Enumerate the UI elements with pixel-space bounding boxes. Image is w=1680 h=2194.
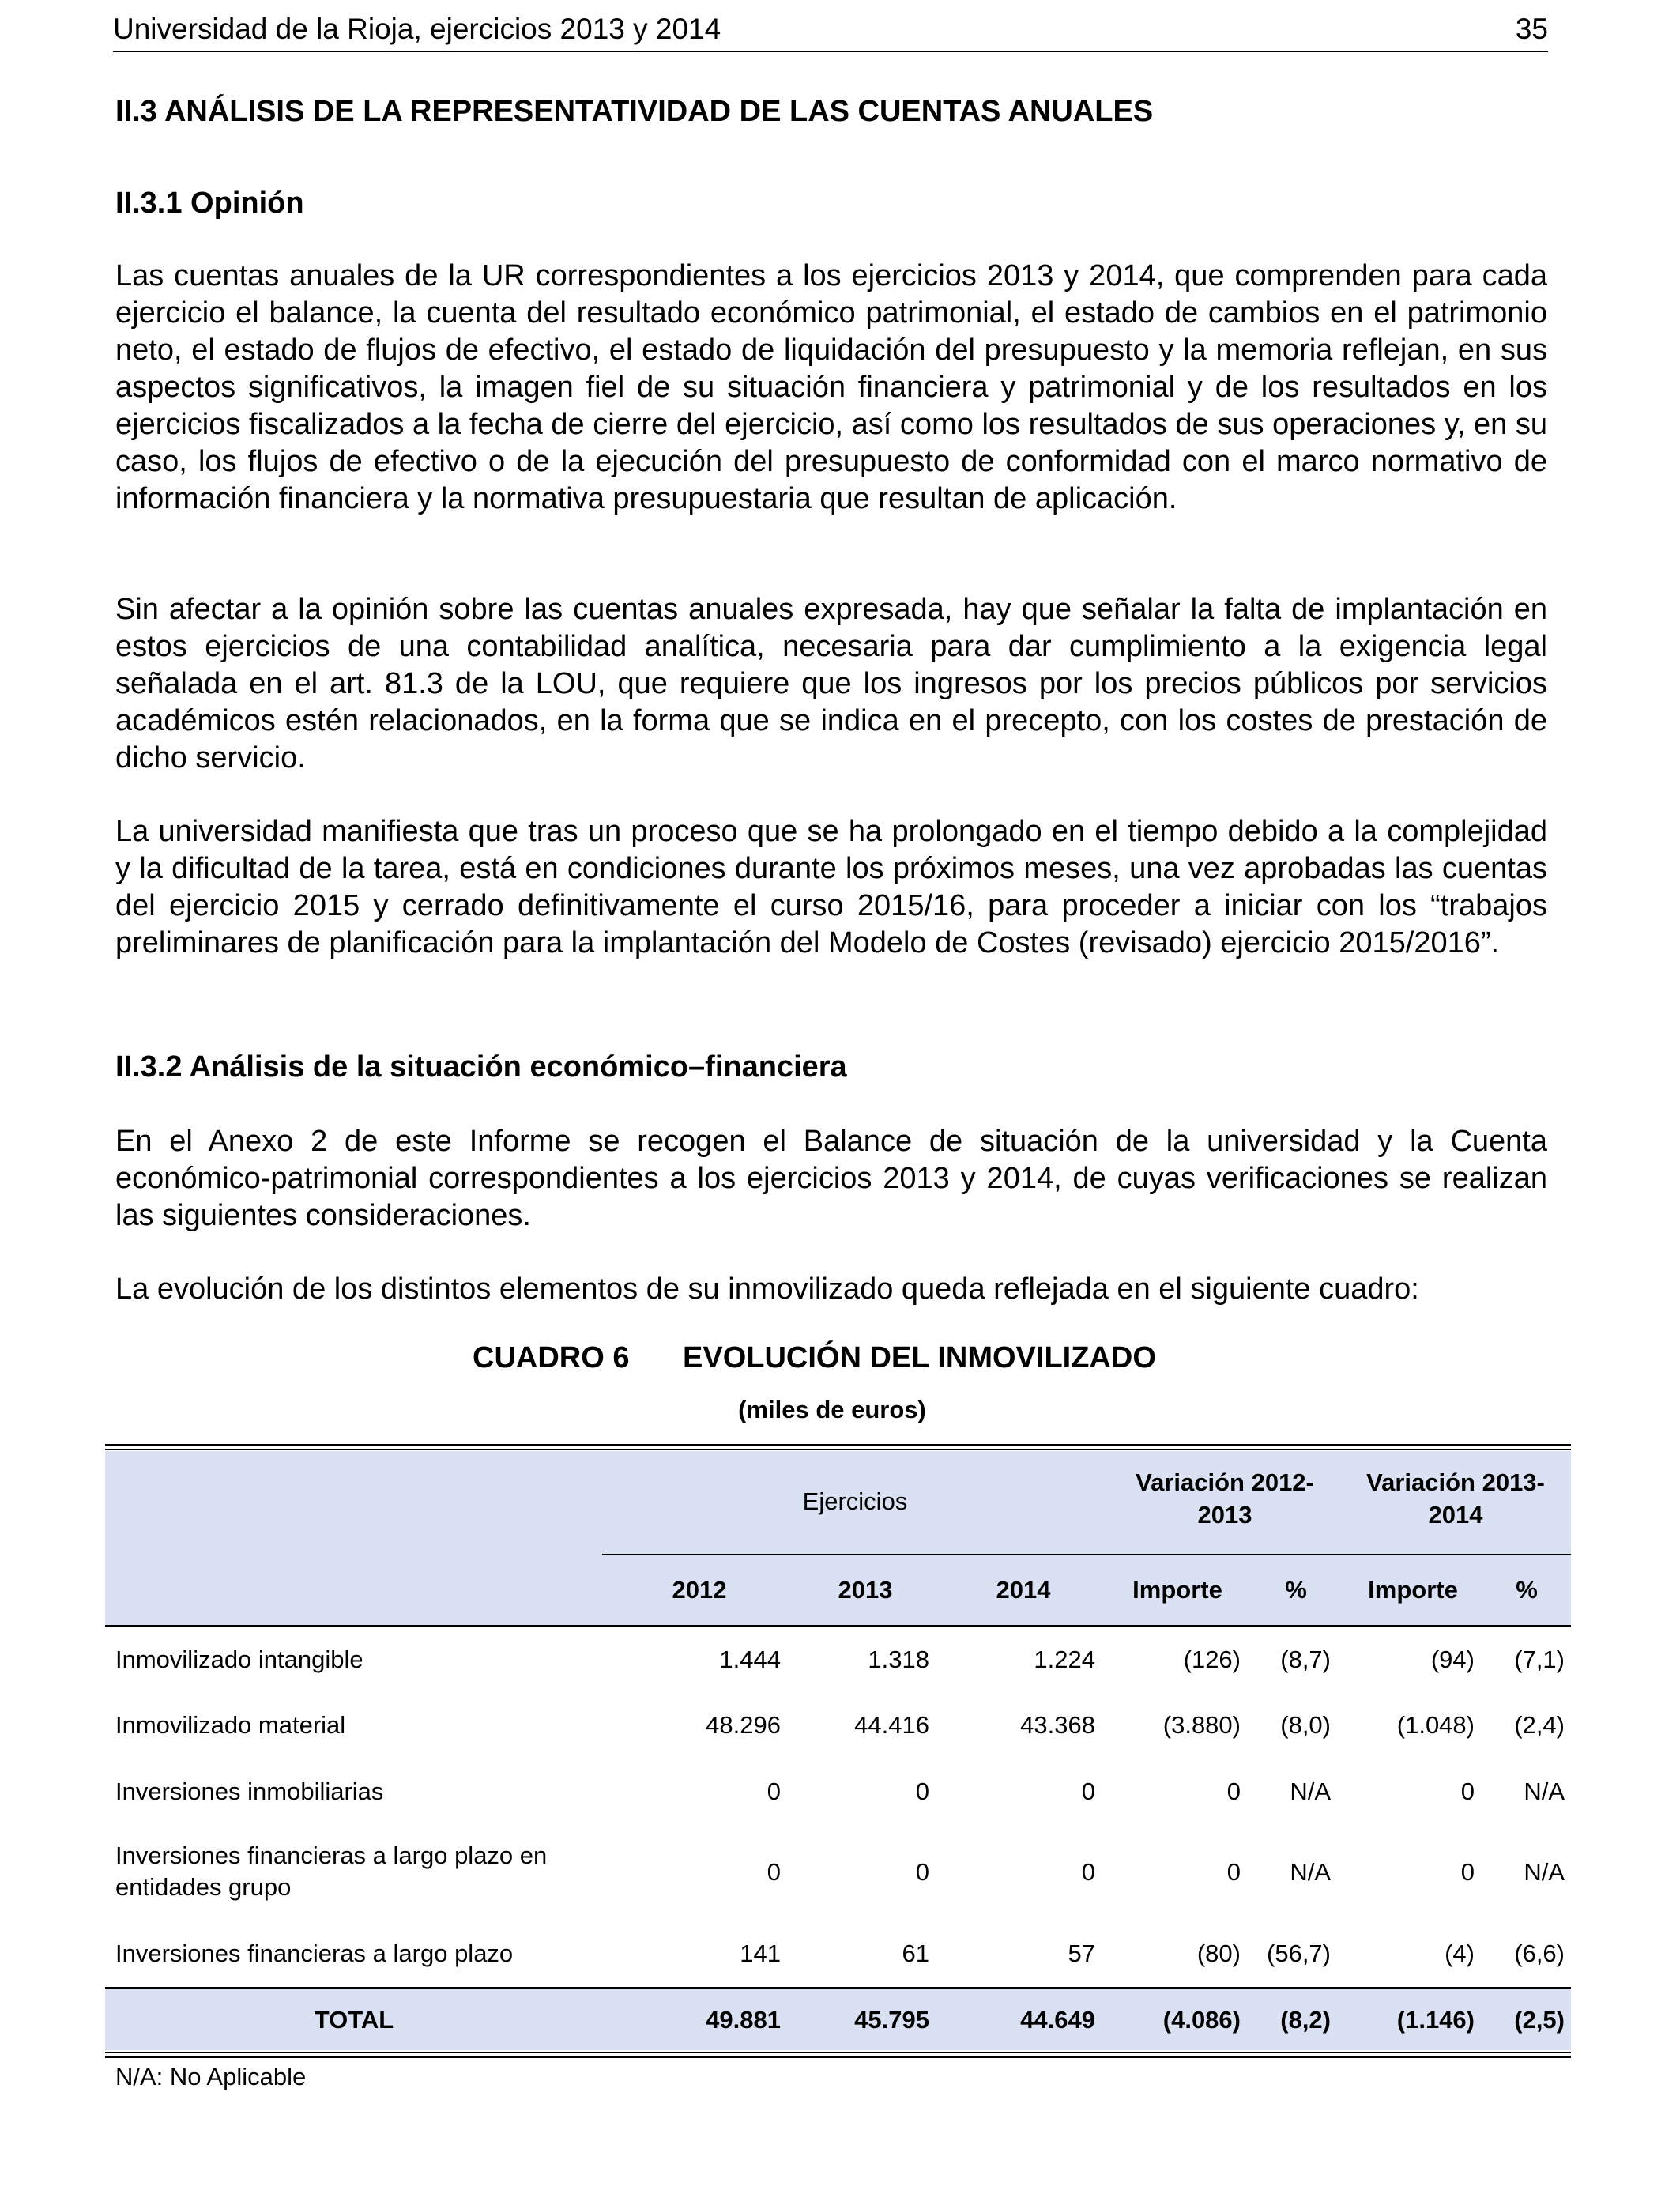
header-variacion-2012-2013-line2: 2013 (1197, 1501, 1252, 1529)
running-header (113, 8, 1548, 52)
cell-var1-importe: (126) (1183, 1646, 1241, 1673)
cell-2014: 1.224 (1034, 1646, 1095, 1673)
cell-var2-importe: (4) (1445, 1940, 1475, 1967)
table-total-top-rule (105, 1987, 1571, 1989)
cell-var2-pct: N/A (1524, 1858, 1565, 1886)
col-header-2012: 2012 (672, 1576, 727, 1604)
page-number: 35 (1515, 13, 1548, 45)
cell-var1-pct: N/A (1290, 1858, 1331, 1886)
cell-2013: 0 (915, 1777, 929, 1805)
cell-var1-importe: 0 (1226, 1777, 1241, 1805)
total-label: TOTAL (314, 2006, 394, 2034)
table-header-divider (602, 1554, 1571, 1555)
table-header-bottom-rule (105, 1625, 1571, 1627)
cell-var1-pct: (8,7) (1280, 1646, 1331, 1673)
total-var1-importe: (4.086) (1162, 2006, 1241, 2034)
header-variacion-2013-2014-line1: Variación 2013- (1366, 1468, 1545, 1496)
cell-var1-importe: (80) (1196, 1940, 1241, 1967)
cell-var2-pct: (2,4) (1514, 1711, 1565, 1739)
cell-2014: 43.368 (1020, 1711, 1095, 1739)
paragraph-analysis-2: La evolución de los distintos elementos de su inmovilizado queda reflejada en el siguiente cuadro: (115, 1272, 1419, 1306)
col-header-importe-1: Importe (1132, 1576, 1222, 1604)
cell-2014: 0 (1081, 1858, 1095, 1886)
col-header-importe-2: Importe (1368, 1576, 1458, 1604)
table-caption-title: EVOLUCIÓN DEL INMOVILIZADO (683, 1341, 1156, 1374)
row-label-continued: entidades grupo (115, 1873, 292, 1901)
cell-2012: 141 (740, 1940, 781, 1967)
cell-var2-importe: 0 (1460, 1858, 1475, 1886)
cell-2013: 0 (915, 1858, 929, 1886)
subsection-heading-analysis: II.3.2 Análisis de la situación económico–financiera (115, 1050, 847, 1084)
total-2012: 49.881 (706, 2006, 781, 2034)
table-top-rule (105, 1444, 1571, 1450)
col-header-2013: 2013 (838, 1576, 893, 1604)
paragraph-opinion-1: Las cuentas anuales de la UR correspondientes a los ejercicios 2013 y 2014, que comprenden para cada ejercicio el balance, la cuenta del resultado económico patrimonial, el estado de cambios en el patrimonio neto, el estado de flujos de efectivo, el estado de liquidación del presupuesto y la memoria reflejan, en sus aspectos significativos, la imagen fiel de su situación financiera y patrimonial y de los resultados en los ejercicios fiscalizados a la fecha de cierre del ejercicio, así como los resultados de sus operaciones y, en su caso, los flujos de efectivo o de la ejecución del presupuesto de conformidad con el marco normativo de información financiera y la normativa presupuestaria que resultan de aplicación. (115, 259, 1547, 515)
table-footnote: N/A: No Aplicable (115, 2063, 307, 2090)
row-label: Inversiones financieras a largo plazo en (115, 1842, 548, 1869)
cell-var2-importe: (94) (1430, 1646, 1475, 1673)
cell-var2-pct: (7,1) (1514, 1646, 1565, 1673)
row-label: Inversiones inmobiliarias (115, 1777, 384, 1805)
cell-2014: 57 (1068, 1940, 1095, 1967)
paragraph-opinion-2: Sin afectar a la opinión sobre las cuentas anuales expresada, hay que señalar la falta de implantación en estos ejercicios de una contabilidad analítica, necesaria para dar cumplimiento a la exigencia legal señalada en el art. 81.3 de la LOU, que requiere que los ingresos por los precios públicos por servicios académicos estén relacionados, en la forma que se indica en el precepto, con los costes de prestación de dicho servicio. (115, 593, 1547, 775)
table-bottom-rule (105, 2052, 1571, 2058)
paragraph-opinion-3: La universidad manifiesta que tras un proceso que se ha prolongado en el tiempo debido a la complejidad y la dificultad de la tarea, está en condiciones durante los próximos meses, una vez aprobadas las cuentas del ejercicio 2015 y cerrado definitivamente el curso 2015/16, para proceder a iniciar con los “trabajos preliminares de planificación para la implantación del Modelo de Costes (revisado) ejercicio 2015/2016”. (115, 815, 1547, 959)
total-2013: 45.795 (854, 2006, 929, 2034)
cell-var1-pct: N/A (1290, 1777, 1331, 1805)
cell-2012: 1.444 (719, 1646, 781, 1673)
cell-2012: 0 (767, 1777, 781, 1805)
cell-2014: 0 (1081, 1777, 1095, 1805)
row-label: Inversiones financieras a largo plazo (115, 1940, 514, 1967)
table-caption-number: CUADRO 6 (473, 1341, 630, 1374)
cell-var1-importe: (3.880) (1162, 1711, 1241, 1739)
table-unit (0, 1394, 1680, 1426)
header-variacion-2012-2013-line1: Variación 2012- (1136, 1468, 1314, 1496)
cell-var2-importe: 0 (1460, 1777, 1475, 1805)
header-ejercicios: Ejercicios (802, 1487, 908, 1515)
cell-var1-importe: 0 (1226, 1858, 1241, 1886)
cell-var2-pct: (6,6) (1514, 1940, 1565, 1967)
col-header-2014: 2014 (996, 1576, 1051, 1604)
running-header-title: Universidad de la Rioja, ejercicios 2013 y 2014 (113, 13, 721, 45)
cell-2012: 0 (767, 1858, 781, 1886)
row-label: Inmovilizado material (115, 1711, 346, 1739)
cell-2013: 1.318 (868, 1646, 929, 1673)
section-heading: II.3 ANÁLISIS DE LA REPRESENTATIVIDAD DE LAS CUENTAS ANUALES (115, 95, 1154, 128)
col-header-pct-1: % (1285, 1576, 1307, 1604)
cell-2012: 48.296 (706, 1711, 781, 1739)
total-2014: 44.649 (1020, 2006, 1095, 2034)
cell-2013: 44.416 (854, 1711, 929, 1739)
table-unit-text: (miles de euros) (738, 1396, 926, 1423)
subsection-heading-opinion: II.3.1 Opinión (115, 187, 304, 220)
paragraph-analysis-1: En el Anexo 2 de este Informe se recogen el Balance de situación de la universidad y la Cuenta económico-patrimonial correspondientes a los ejercicios 2013 y 2014, de cuyas verificaciones se realizan las siguientes consideraciones. (115, 1125, 1547, 1232)
cell-var2-importe: (1.048) (1396, 1711, 1475, 1739)
header-variacion-2013-2014-line2: 2014 (1428, 1501, 1483, 1529)
col-header-pct-2: % (1516, 1576, 1538, 1604)
cell-2013: 61 (902, 1940, 929, 1967)
cell-var1-pct: (56,7) (1267, 1940, 1331, 1967)
total-var1-pct: (8,2) (1280, 2006, 1331, 2034)
cell-var1-pct: (8,0) (1280, 1711, 1331, 1739)
row-label: Inmovilizado intangible (115, 1646, 363, 1673)
total-var2-pct: (2,5) (1514, 2006, 1565, 2034)
total-var2-importe: (1.146) (1396, 2006, 1475, 2034)
cell-var2-pct: N/A (1524, 1777, 1565, 1805)
